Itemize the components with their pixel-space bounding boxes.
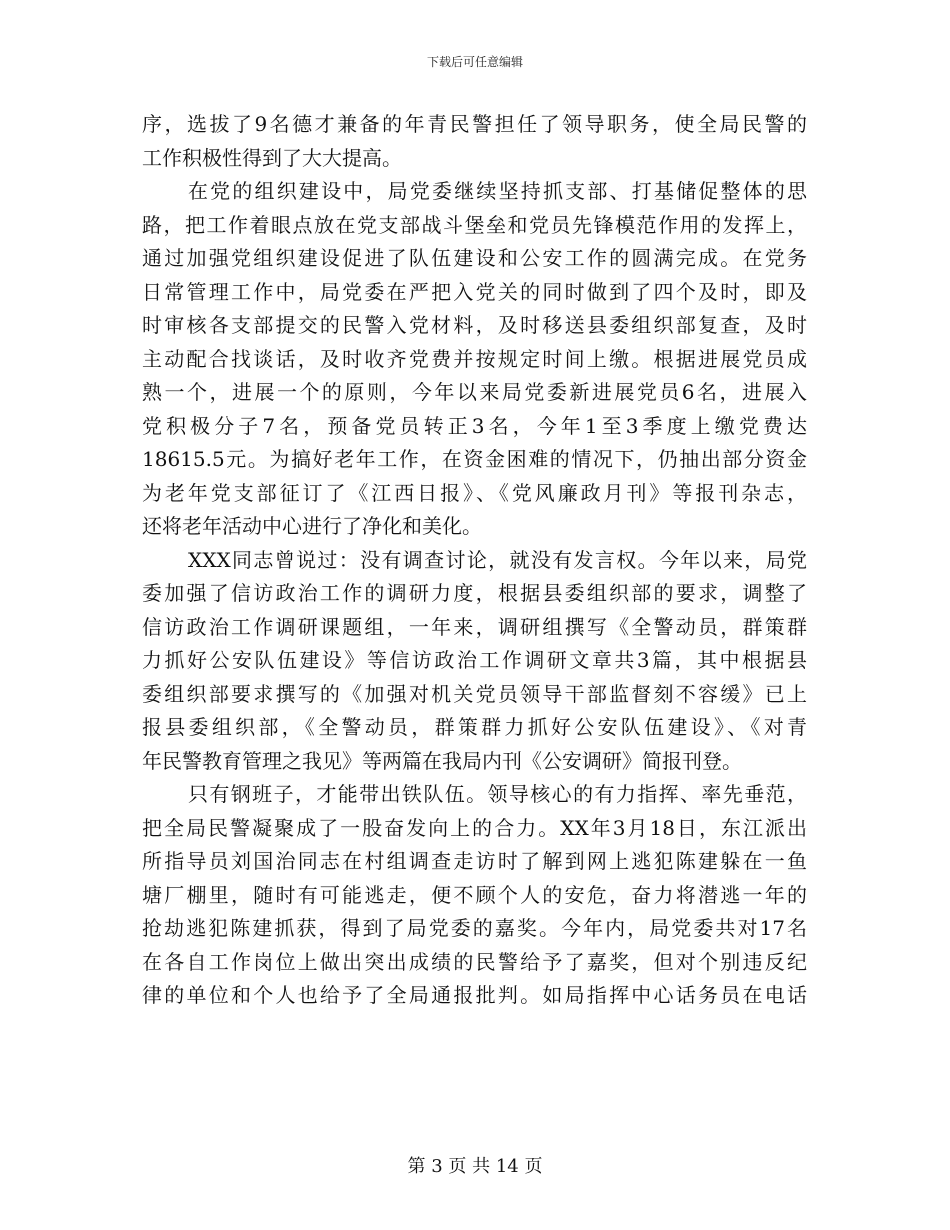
text-line: 工作积极性得到了大大提高。	[142, 145, 402, 170]
text-line: 报县委组织部，《全警动员，群策群力抓好公安队伍建设》、《对青	[142, 715, 807, 739]
text-line: 力抓好公安队伍建设》等信访政治工作调研文章共3篇，其中根据县	[142, 648, 807, 672]
text-line: 党积极分子7名，预备党员转正3名，今年1至3季度上缴党费达	[142, 413, 807, 438]
text-line: 在党的组织建设中，局党委继续坚持抓支部、打基储促整体的思	[188, 179, 807, 203]
text-line: 18615.5元。为搞好老年工作，在资金困难的情况下，仍抽出部分资金	[142, 447, 807, 471]
text-line: 塘厂棚里，随时有可能逃走，便不顾个人的安危，奋力将潜逃一年的	[142, 882, 807, 907]
page-footer: 第 3 页 共 14 页	[407, 1156, 543, 1177]
text-line: 为老年党支部征订了《江西日报》、《党风廉政月刊》等报刊杂志，	[142, 480, 807, 505]
text-line: 年民警教育管理之我见》等两篇在我局内刊《公安调研》简报刊登。	[142, 748, 742, 773]
text-line: 熟一个，进展一个的原则，今年以来局党委新进展党员6名，进展入	[142, 380, 807, 404]
text-line: 信访政治工作调研课题组，一年来，调研组撰写《全警动员，群策群	[142, 614, 807, 639]
text-line: XXX同志曾说过：没有调查讨论，就没有发言权。今年以来，局党	[188, 547, 807, 572]
text-line: 把全局民警凝聚成了一股奋发向上的合力。XX年3月18日，东江派出	[142, 815, 807, 840]
text-line: 委加强了信访政治工作的调研力度，根据县委组织部的要求，调整了	[142, 581, 807, 605]
text-line: 主动配合找谈话，及时收齐党费并按规定时间上缴。根据进展党员成	[142, 346, 807, 371]
text-line: 在各自工作岗位上做出突出成绩的民警给予了嘉奖，但对个别违反纪	[142, 949, 807, 974]
text-line: 律的单位和个人也给予了全局通报批判。如局指挥中心话务员在电话	[142, 983, 807, 1007]
text-line: 委组织部要求撰写的《加强对机关党员领导干部监督刻不容缓》已上	[142, 681, 807, 706]
text-line: 路，把工作着眼点放在党支部战斗堡垒和党员先锋模范作用的发挥上，	[142, 212, 807, 237]
text-line: 还将老年活动中心进行了净化和美化。	[142, 514, 482, 538]
text-line: 通过加强党组织建设促进了队伍建设和公安工作的圆满完成。在党务	[142, 246, 807, 270]
text-line: 只有钢班子，才能带出铁队伍。领导核心的有力指挥、率先垂范，	[188, 782, 807, 806]
text-line: 序，选拔了9名德才兼备的年青民警担任了领导职务，使全局民警的	[142, 112, 807, 136]
text-line: 抢劫逃犯陈建抓获，得到了局党委的嘉奖。今年内，局党委共对17名	[142, 916, 807, 940]
page-header: 下载后可任意编辑	[426, 55, 523, 69]
text-line: 日常管理工作中，局党委在严把入党关的同时做到了四个及时，即及	[142, 279, 807, 304]
text-line: 时审核各支部提交的民警入党材料，及时移送县委组织部复查，及时	[142, 313, 807, 337]
text-line: 所指导员刘国治同志在村组调查走访时了解到网上逃犯陈建躲在一鱼	[142, 849, 807, 873]
document-body	[142, 108, 807, 1013]
